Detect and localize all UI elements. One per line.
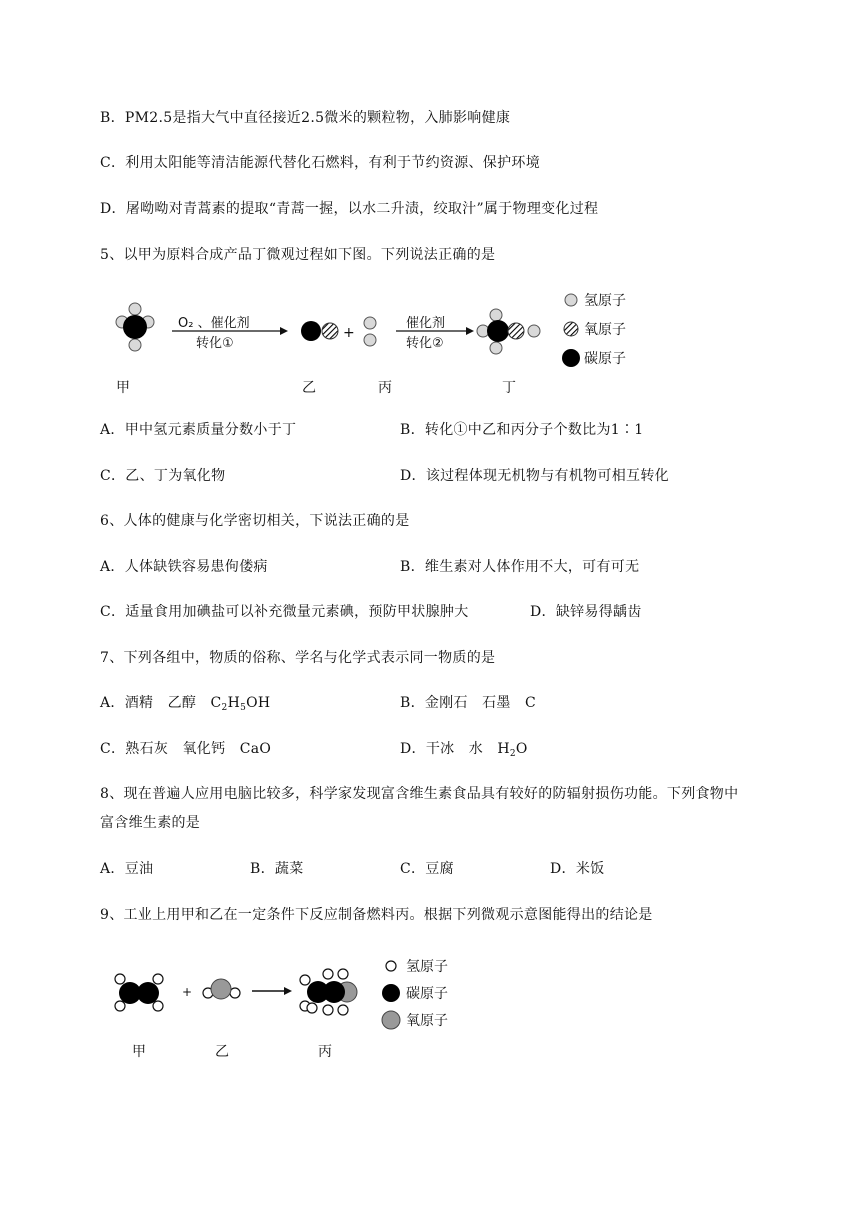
q9-label-yi: 乙 — [215, 1044, 229, 1060]
q5-option-d: D．该过程体现无机物与有机物可相互转化 — [400, 468, 669, 484]
q5-stem: 5、以甲为原料合成产品丁微观过程如下图。下列说法正确的是 — [100, 247, 496, 263]
q9-legend — [382, 959, 448, 1029]
q7-option-d — [400, 739, 528, 764]
q5-legend — [562, 293, 626, 367]
q9-molecule-bing — [300, 969, 357, 1015]
q5-option-c: C．乙、丁为氧化物 — [100, 468, 226, 484]
q5-molecule-yi — [301, 321, 338, 341]
q9-legend-hydrogen: 氢原子 — [406, 959, 448, 975]
q9-label-bing: 丙 — [318, 1044, 332, 1060]
q5-molecule-diagram — [100, 285, 660, 400]
q5-legend-carbon: 碳原子 — [584, 351, 626, 367]
q5-arrow2-top: 催化剂 — [406, 316, 446, 331]
q9-legend-carbon: 碳原子 — [406, 986, 448, 1002]
q5-label-yi: 乙 — [302, 380, 316, 396]
q9-molecule-yi — [203, 979, 240, 999]
q5-arrow2-bottom: 转化② — [406, 336, 444, 351]
q7-option-d-text: D．干冰 水 — [400, 741, 498, 757]
q5-label-bing: 丙 — [378, 380, 392, 396]
q4-option-b: B．PM2.5是指大气中直径接近2.5微米的颗粒物，入肺影响健康 — [100, 110, 511, 126]
q5-molecule-jia — [116, 303, 154, 351]
q7-formula-a: $C_2H_5OH$ — [210, 695, 271, 713]
q5-arrow-2 — [396, 315, 474, 351]
q5-molecule-bing — [364, 317, 376, 346]
q9-label-jia: 甲 — [132, 1044, 146, 1060]
q4-option-c: C．利用太阳能等清洁能源代替化石燃料，有利于节约资源、保护环境 — [100, 155, 541, 171]
q8-stem-line1: 8、现在普遍人应用电脑比较多，科学家发现富含维生素食品具有较好的防辐射损伤功能。下列食物中 — [100, 786, 739, 802]
q9-arrow — [252, 987, 292, 995]
q7-option-a-text: A．酒精 乙醇 — [100, 695, 211, 711]
q9-stem: 9、工业上用甲和乙在一定条件下反应制备燃料丙。根据下列微观示意图能得出的结论是 — [100, 907, 653, 923]
q5-label-ding: 丁 — [502, 380, 516, 396]
q6-option-c: C．适量食用加碘盐可以补充微量元素碘，预防甲状腺肿大 — [100, 604, 469, 620]
q5-plus: + — [343, 325, 355, 341]
q8-option-b: B．蔬菜 — [250, 861, 304, 877]
q9-molecule-diagram — [100, 950, 480, 1065]
q6-stem: 6、人体的健康与化学密切相关，下说法正确的是 — [100, 513, 410, 529]
q8-option-a: A．豆油 — [100, 861, 154, 877]
q8-option-d: D．米饭 — [550, 861, 605, 877]
q5-molecule-ding — [477, 309, 540, 354]
q8-stem-line2: 富含维生素的是 — [100, 815, 201, 831]
q5-legend-hydrogen: 氢原子 — [584, 293, 626, 309]
q9-legend-oxygen: 氧原子 — [406, 1013, 448, 1029]
q8-option-c: C．豆腐 — [400, 861, 454, 877]
q5-legend-oxygen: 氧原子 — [584, 322, 626, 338]
q6-option-d: D．缺锌易得龋齿 — [530, 604, 642, 620]
q5-label-jia: 甲 — [116, 380, 130, 396]
q9-molecule-jia — [115, 974, 163, 1011]
q9-plus: + — [182, 985, 193, 999]
q7-option-c: C．熟石灰 氧化钙 CaO — [100, 741, 272, 757]
q5-option-b: B．转化①中乙和丙分子个数比为1∶1 — [400, 422, 644, 438]
q5-option-a: A．甲中氢元素质量分数小于丁 — [100, 422, 297, 438]
q4-option-d: D．屠呦呦对青蒿素的提取“青蒿一握，以水二升渍，绞取汁”属于物理变化过程 — [100, 201, 599, 217]
q6-option-b: B．维生素对人体作用不大，可有可无 — [400, 559, 640, 575]
q7-option-b: B．金刚石 石墨 C — [400, 695, 536, 711]
q7-stem: 7、下列各组中，物质的俗称、学名与化学式表示同一物质的是 — [100, 650, 496, 666]
q7-option-a — [100, 693, 270, 718]
q5-arrow1-top: O₂ 、催化剂 — [178, 316, 250, 331]
q7-formula-d: $H_2O$ — [497, 741, 528, 759]
q5-arrow-1 — [172, 315, 288, 351]
q5-arrow1-bottom: 转化① — [196, 336, 234, 351]
q6-option-a: A．人体缺铁容易患佝偻病 — [100, 559, 268, 575]
